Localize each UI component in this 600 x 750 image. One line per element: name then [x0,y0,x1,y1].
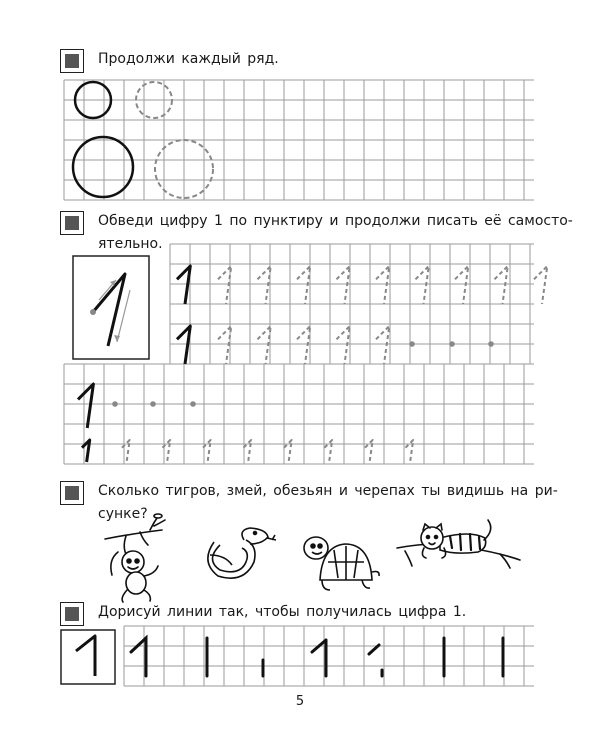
start-dot [112,401,118,407]
tiger-icon [397,520,520,568]
digit-1-dashed [337,326,350,364]
digit-1-dashed [325,440,333,462]
start-dot [409,341,415,347]
digit-1-dashed [297,326,310,364]
digit-1-dashed [284,440,292,462]
start-dot [488,341,494,347]
digit-1-dashed [365,440,373,462]
digit-1-dashed [406,440,414,462]
task-4-text: Дорисуй линии так, чтобы получилась цифра 1. [98,604,467,620]
digit-1-solid [78,384,93,428]
digit-1-sample-box [73,256,149,359]
page-number: 5 [295,694,305,709]
grid-digit-1-upper [170,244,534,364]
start-dot [190,401,196,407]
digit-1-dashed [416,266,429,304]
digit-1-dashed [534,266,547,304]
grid-complete-lines [124,626,534,686]
start-dot [150,401,156,407]
digit-1-solid [177,326,190,364]
grid-circles [64,80,534,200]
digit-1-solid [177,266,190,304]
digit-1-example-box [61,630,115,684]
digit-1-dashed [122,440,130,462]
digit-1-dashed [297,266,310,304]
digit-1-solid [82,440,90,462]
digit-1-dashed [337,266,350,304]
monkey-icon [105,514,165,602]
task-1-text: Продолжи каждый ряд. [98,51,279,67]
grid-digit-1-lower [64,364,534,464]
turtle-icon [304,537,379,590]
partial-digits [131,638,503,676]
start-dot [449,341,455,347]
digit-1-dashed [258,326,271,364]
digit-1-dashed [218,266,231,304]
task-2-text: Обведи цифру 1 по пунктиру и продолжи писать её самосто- ятельно. [98,213,573,252]
digit-1-dashed [455,266,468,304]
snake-icon [208,528,276,578]
digit-1-dashed [258,266,271,304]
digit-1-dashed [218,326,231,364]
digit-1-dashed [495,266,508,304]
task-3-text: Сколько тигров, змей, обезьян и черепах ты видишь на ри- сунке? [98,483,558,522]
digit-1-dashed [376,266,389,304]
digit-1-dashed [376,326,389,364]
digit-1-dashed [244,440,252,462]
